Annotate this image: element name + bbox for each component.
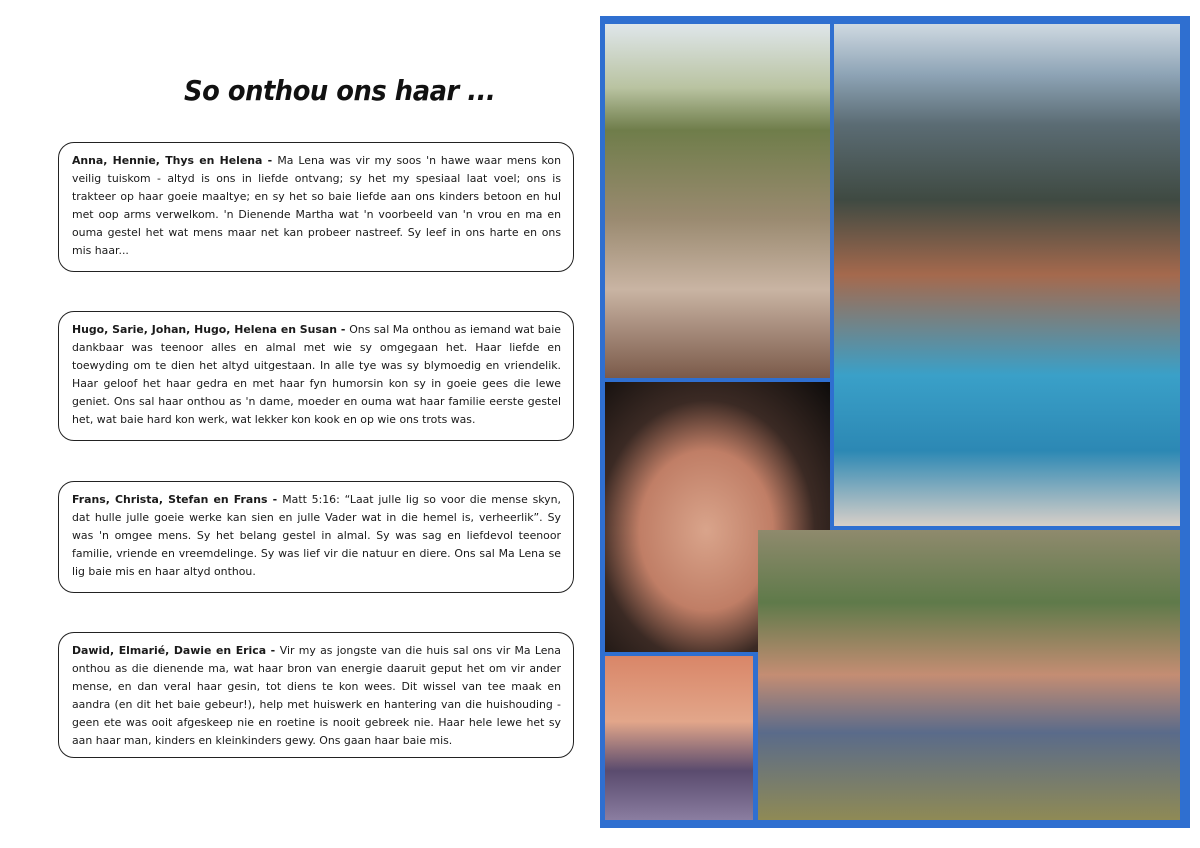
photo-couple-garden [605, 24, 830, 378]
photo-group-three [605, 656, 753, 820]
photo-family-group [758, 530, 1180, 820]
page-title: So onthou ons haar ... [184, 74, 496, 107]
tribute-box-1 [58, 142, 574, 272]
tribute-names: Frans, Christa, Stefan en Frans - [72, 493, 283, 506]
tribute-box-3 [58, 481, 574, 593]
tribute-names: Dawid, Elmarié, Dawie en Erica - [72, 644, 280, 657]
tribute-text: Matt 5:16: “Laat julle lig so voor die mense skyn, dat hulle julle goeie werke kan sien en julle Vader wat in die hemel is, verheerlik”. Sy was 'n omgee mens. Sy het belang gestel in almal. Sy was sag en liefdevol teenoor familie, vriende en vreemdelinge. Sy was lief vir die natuur en diere. Ons sal Ma Lena se lig baie mis en haar altyd onthou. [72, 493, 561, 578]
tribute-names: Anna, Hennie, Thys en Helena - [72, 154, 278, 167]
photo-couple-seaside [834, 24, 1180, 526]
tribute-text: Ma Lena was vir my soos 'n hawe waar mens kon veilig tuiskom - altyd is ons in liefde ontvang; sy het my spesiaal laat voel; ons is trakteer op haar goeie maaltye; en sy het so baie liefde aan ons kinders betoon en hul met oop arms verwelkom. 'n Dienende Martha wat 'n voorbeeld van 'n vrou en ma en ouma gestel het wat mens maar net kan probeer nastreef. Sy leef in ons harte en ons mis haar... [72, 154, 561, 257]
tribute-names: Hugo, Sarie, Johan, Hugo, Helena en Susan - [72, 323, 350, 336]
tribute-box-4 [58, 632, 574, 758]
tribute-text: Ons sal Ma onthou as iemand wat baie dankbaar was teenoor alles en almal met wie sy omgegaan het. Haar liefde en toewyding om te dien het altyd uitgestaan. In alle tye was sy blymoedig en vriendelik. Haar geloof het haar gedra en met haar fyn humorsin kon sy in goeie gees die lewe geniet. Ons sal haar onthou as 'n dame, moeder en ouma wat haar familie eerste gestel het, wat baie hard kon werk, wat lekker kon kook en op wie ons trots was. [72, 323, 562, 426]
tribute-box-2 [58, 311, 574, 441]
tribute-text: Vir my as jongste van die huis sal ons vir Ma Lena onthou as die dienende ma, wat haar bron van energie daaruit geput het om vir ander mense, en dan veral haar gesin, tot diens te kon wees. Dit wissel van tee maak en aandra (en dit het baie gebeur!), help met huiswerk en hantering van die huishouding - geen ete was ooit afgeskeep nie en roetine is nooit gebreek nie. Haar hele lewe het sy aan haar man, kinders en kleinkinders gewy. Ons gaan haar baie mis. [72, 644, 561, 747]
